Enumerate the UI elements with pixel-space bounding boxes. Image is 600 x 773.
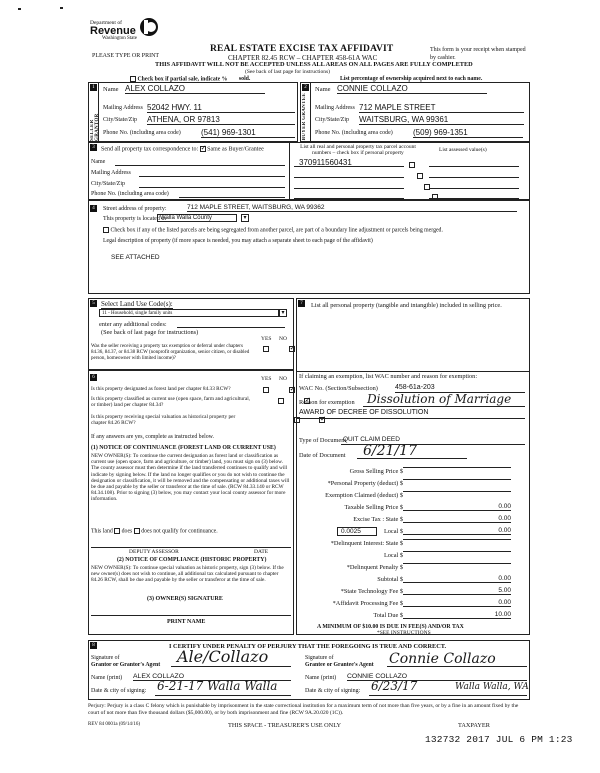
tax-label: Local $ bbox=[383, 528, 403, 535]
tax-label: *Delinquent Penalty $ bbox=[346, 564, 403, 571]
grantee-date-field[interactable]: 6/23/17 bbox=[371, 679, 418, 693]
tax-label: *State Technology Fee $ bbox=[340, 588, 403, 595]
tax-label: *Delinquent Interest: State $ bbox=[330, 540, 403, 547]
section-8-num: 8 bbox=[90, 642, 97, 649]
grantee-name-label: Name (print) bbox=[305, 675, 337, 681]
buyer-mailing-field[interactable]: 712 MAPLE STREET bbox=[359, 103, 524, 113]
s3-name-field[interactable] bbox=[115, 165, 285, 166]
buyer-city-label: City/State/Zip bbox=[315, 117, 349, 123]
section-4 bbox=[88, 200, 530, 294]
assessed-line bbox=[429, 177, 519, 178]
buyer-phone-field[interactable]: (509) 969-1351 bbox=[413, 128, 523, 138]
grantor-date-label: Date & city of signing: bbox=[91, 688, 147, 694]
s6-yes: YES bbox=[261, 376, 272, 382]
tax-label: *Affidavit Processing Fee $ bbox=[332, 600, 403, 607]
located-label: This property is located in bbox=[103, 216, 166, 222]
deputy-label: DEPUTY ASSESSOR bbox=[129, 549, 179, 555]
section-3-num: 3 bbox=[90, 144, 97, 151]
land-use-label: Select Land Use Code(s): bbox=[101, 300, 173, 308]
dor-logo-mark-icon bbox=[138, 16, 160, 38]
s5-yes-checkbox[interactable] bbox=[263, 346, 269, 352]
s3-divider bbox=[289, 143, 290, 200]
section-8 bbox=[88, 640, 530, 700]
sig-label-line: Grantor or Grantor's Agent bbox=[91, 661, 161, 668]
does-label: does bbox=[121, 528, 133, 535]
seller-name-label: Name bbox=[103, 86, 119, 93]
section-7 bbox=[296, 298, 530, 635]
s6-q1-yes[interactable] bbox=[263, 387, 269, 393]
grantee-sig-label bbox=[305, 655, 374, 668]
s3-phone-label: Phone No. (including area code) bbox=[91, 191, 169, 197]
does-checkbox[interactable] bbox=[114, 528, 120, 534]
s7-personal-property: List all personal property (tangible and intangible) included in selling price. bbox=[311, 302, 502, 309]
buyer-name-field[interactable]: CONNIE COLLAZO bbox=[337, 84, 487, 94]
segregated-row bbox=[103, 227, 443, 233]
perjury-note: Perjury: Perjury is a class C felony which is punishable by imprisonment in the state correctional institution for a maximum term of not more than five years, or by a fine in an amount fixed by the court of not more than five thousand dollars ($5,000.00), or by both imprisonment and fine (RCW 9A.20.020 (1C)). bbox=[88, 703, 519, 716]
scan-mark bbox=[18, 8, 21, 10]
buyer-mailing-label: Mailing Address bbox=[315, 105, 355, 111]
s6-q2: Is this property classified as current use (open space, farm and agricultural, or timber) land per chapter 84.34? bbox=[91, 396, 250, 408]
recording-stamp: 132732 2017 JUL 6 PM 1:23 bbox=[425, 734, 573, 745]
grantor-name-label: Name (print) bbox=[91, 675, 123, 681]
total-due-field[interactable]: 10.00 bbox=[403, 611, 511, 619]
grantee-date-label: Date & city of signing: bbox=[305, 688, 361, 694]
section-6-num: 6 bbox=[90, 374, 97, 381]
tax-row bbox=[297, 587, 529, 599]
tax-row bbox=[297, 551, 529, 563]
local-rate-field[interactable]: 0.0025 bbox=[337, 527, 377, 536]
parcel-line bbox=[294, 188, 404, 189]
additional-codes-label: enter any additional codes: bbox=[99, 321, 167, 328]
s6-no: NO bbox=[279, 376, 287, 382]
reason-line bbox=[363, 406, 525, 407]
same-as-buyer-label: Same as Buyer/Grantee bbox=[207, 146, 264, 153]
print-name-label: PRINT NAME bbox=[167, 619, 206, 625]
parcel-number[interactable]: 370911560431 bbox=[299, 158, 352, 167]
reason-label: Reason for exemption bbox=[299, 399, 355, 406]
tech-fee-field[interactable]: 5.00 bbox=[403, 587, 511, 595]
seller-mailing-label: Mailing Address bbox=[103, 105, 143, 111]
receipt-note: This form is your receipt when stamped by cashier. bbox=[430, 47, 526, 61]
dept-small: Department of bbox=[90, 20, 122, 26]
personal-property-field[interactable] bbox=[403, 479, 511, 480]
tax-row bbox=[297, 515, 529, 527]
tax-label: *Personal Property (deduct) $ bbox=[327, 480, 403, 487]
see-attached: SEE ATTACHED bbox=[111, 254, 160, 261]
seller-mailing-field[interactable]: 52042 HWY. 11 bbox=[147, 103, 295, 113]
tax-row bbox=[297, 539, 529, 551]
seller-side-label: SELLER GRANTOR bbox=[90, 113, 100, 141]
seller-phone-field[interactable]: (541) 969-1301 bbox=[201, 128, 295, 138]
taxable-price-field[interactable]: 0.00 bbox=[403, 503, 511, 511]
tax-label: Excise Tax : State $ bbox=[353, 516, 403, 523]
assessed-line bbox=[429, 188, 519, 189]
form-title: REAL ESTATE EXCISE TAX AFFIDAVIT bbox=[210, 44, 394, 54]
s5-see-back: (See back of last page for instructions) bbox=[101, 329, 199, 336]
notice2-title: (2) NOTICE OF COMPLIANCE (HISTORIC PROPERTY) bbox=[117, 557, 267, 563]
seller-box bbox=[88, 82, 298, 142]
excise-local-field[interactable]: 0.00 bbox=[403, 527, 511, 535]
s3-mailing-field[interactable] bbox=[139, 176, 285, 177]
print-name-line[interactable] bbox=[91, 615, 291, 616]
tax-row bbox=[297, 611, 529, 623]
personal-property-checkbox[interactable] bbox=[417, 173, 423, 179]
s5-yes: YES bbox=[261, 336, 272, 342]
does-not-label: does not qualify for continuance. bbox=[141, 528, 218, 535]
processing-fee-field[interactable]: 0.00 bbox=[403, 599, 511, 607]
section-5 bbox=[88, 298, 294, 370]
parcel-line bbox=[294, 177, 404, 178]
please-type: PLEASE TYPE OR PRINT bbox=[92, 53, 160, 59]
same-as-buyer-checkbox[interactable] bbox=[200, 146, 206, 152]
grantor-date-line bbox=[155, 695, 291, 696]
delinquent-state-field[interactable] bbox=[403, 539, 511, 540]
seller-city-label: City/State/Zip bbox=[103, 117, 137, 123]
personal-property-checkbox[interactable] bbox=[409, 162, 415, 168]
treasurer-space: THIS SPACE - TREASURER'S USE ONLY bbox=[228, 722, 341, 729]
s6-q1: Is this property designated as forest land per chapter 84.33 RCW? bbox=[91, 386, 231, 392]
grantor-sig-line bbox=[171, 666, 291, 667]
sig-label-line: Signature of bbox=[91, 655, 120, 661]
s3-city-label: City/State/Zip bbox=[91, 181, 125, 187]
street-field[interactable]: 712 MAPLE STREET, WAITSBURG, WA 99362 bbox=[187, 204, 517, 212]
s6-q3: Is this property receiving special valuation as historical property per chapter 84.26 RCW? bbox=[91, 414, 236, 426]
section-4-num: 4 bbox=[90, 205, 97, 212]
tax-row bbox=[297, 575, 529, 587]
buyer-city-field[interactable]: WAITSBURG, WA 99361 bbox=[359, 115, 524, 125]
taxpayer-label: TAXPAYER bbox=[458, 722, 490, 729]
grantor-sig-label bbox=[91, 655, 160, 668]
doc-type-label: Type of Document bbox=[299, 437, 347, 444]
doc-date-label: Date of Document bbox=[299, 452, 346, 459]
tax-label: Gross Selling Price $ bbox=[349, 468, 403, 475]
scan-mark bbox=[60, 7, 63, 9]
tax-row bbox=[297, 503, 529, 515]
tax-label: Taxable Selling Price $ bbox=[344, 504, 403, 511]
does-not-checkbox[interactable] bbox=[134, 528, 140, 534]
s3-name-label: Name bbox=[91, 159, 106, 165]
sig-label-line: Grantee or Grantee's Agent bbox=[305, 661, 374, 668]
s3-phone-field[interactable] bbox=[179, 197, 285, 198]
assessed-header: List assessed value(s) bbox=[439, 147, 487, 153]
reason-typed: AWARD OF DECREE OF DISSOLUTION bbox=[299, 409, 429, 416]
s6-q1-no[interactable] bbox=[289, 387, 295, 393]
buyer-name-label: Name bbox=[315, 86, 331, 93]
s7-divider bbox=[297, 371, 529, 372]
tax-row bbox=[297, 491, 529, 503]
section-7-num: 7 bbox=[298, 300, 305, 307]
tax-row bbox=[297, 563, 529, 575]
section-6 bbox=[88, 370, 294, 635]
dept-state: Washington State bbox=[102, 36, 138, 41]
doc-date-field[interactable]: 6/21/17 bbox=[363, 443, 417, 459]
grantee-name-field[interactable]: CONNIE COLLAZO bbox=[347, 673, 527, 681]
assessed-line bbox=[429, 198, 519, 199]
dor-logo bbox=[90, 20, 160, 48]
sold-label: sold. bbox=[238, 76, 251, 83]
tax-label: Exemption Claimed (deduct) $ bbox=[325, 492, 403, 499]
doc-type-field[interactable]: QUIT CLAIM DEED bbox=[343, 436, 400, 443]
county-select[interactable]: Walla Walla County bbox=[157, 214, 237, 222]
section-5-num: 5 bbox=[90, 300, 97, 307]
additional-codes-field[interactable] bbox=[177, 327, 285, 328]
see-back: (See back of last page for instructions) bbox=[245, 69, 330, 75]
owner-sig-label: (3) OWNER(S) SIGNATURE bbox=[147, 596, 223, 602]
land-use-select[interactable]: 11 - Household, single family units bbox=[99, 309, 279, 317]
chevron-down-icon[interactable]: ▾ bbox=[241, 214, 249, 222]
notice1-text: NEW OWNER(S): To continue the current designation as forest land or classification as current use (open space, farm and agriculture, or timber) land, you must sign on (3) below. The county assessor must then determine if the land transferred continues to qualify and will indicate by signing below. If the land no longer qualifies or you do not wish to continue the designation or classification, it will be removed and the compensating or additional taxes will be due and payable by the seller or transferor at the time of sale. (RCW 84.33.140 or RCW 84.34.108). Prior to signing (3) below, you may contact your local county assessor for more information. bbox=[91, 453, 290, 503]
parcel-header: List all real and personal property tax parcel account numbers – check box if personal property bbox=[300, 144, 416, 156]
buyer-side bbox=[301, 83, 311, 141]
s3-city-field[interactable] bbox=[139, 187, 285, 188]
tax-row bbox=[297, 479, 529, 491]
buyer-side-label: BUYER GRANTEE bbox=[302, 93, 307, 141]
assessed-line bbox=[429, 166, 519, 167]
grantee-city-field[interactable]: Walla Walla, WA bbox=[455, 682, 529, 692]
segregated-checkbox[interactable] bbox=[103, 227, 109, 233]
date-label: DATE bbox=[254, 549, 269, 555]
section-1-num: 1 bbox=[90, 84, 97, 91]
grantee-signature[interactable]: Connie Collazo bbox=[389, 651, 496, 667]
grantor-date-field[interactable]: 6-21-17 Walla Walla bbox=[157, 679, 278, 693]
minimum-note: A MINIMUM OF $10.00 IS DUE IN FEE(S) AND/OR TAX bbox=[317, 624, 464, 630]
assessor-line[interactable] bbox=[91, 547, 291, 548]
grantor-name-field[interactable]: ALEX COLLAZO bbox=[133, 673, 291, 681]
reason-line bbox=[297, 418, 525, 419]
notice2-text: NEW OWNER(S): To continue special valuation as historic property, sign (3) below. If the new owner(s) does not wish to continue, all additional tax calculated pursuant to chapter 84.26 RCW, shall be due and payable by the seller or transferor at the time of sale. bbox=[91, 565, 284, 584]
tax-label: Subtotal $ bbox=[377, 576, 403, 583]
form-warning: THIS AFFIDAVIT WILL NOT BE ACCEPTED UNLESS ALL AREAS ON ALL PAGES ARE FULLY COMPLETED bbox=[155, 61, 473, 68]
seller-side bbox=[89, 83, 99, 141]
sig-label-line: Signature of bbox=[305, 655, 334, 661]
form-subtitle: CHAPTER 82.45 RCW – CHAPTER 458-61A WAC bbox=[228, 54, 378, 62]
buyer-phone-label: Phone No. (including area code) bbox=[315, 130, 393, 136]
send-correspondence bbox=[101, 146, 264, 152]
s5-no-checkbox[interactable] bbox=[289, 346, 295, 352]
dept-large: Revenue bbox=[90, 25, 136, 37]
see-instructions: *SEE INSTRUCTIONS bbox=[377, 630, 431, 636]
s5-exempt-question: Was the seller receiving a property tax exemption or deferral under chapters 84.36, 84.37, or 84.38 RCW (nonprofit organization, senior citizen, or disabled person, homeowner with limited income)? bbox=[91, 344, 250, 361]
ownership-note: List percentage of ownership acquired next to each name. bbox=[340, 76, 483, 82]
doc-date-line bbox=[357, 458, 467, 459]
parcel-line bbox=[294, 166, 404, 167]
subtotal-field[interactable]: 0.00 bbox=[403, 575, 511, 583]
rev-number: REV 84 0001a (09/14/16) bbox=[88, 722, 140, 727]
seller-phone-label: Phone No. (including area code) bbox=[103, 130, 181, 136]
delinquent-local-field[interactable] bbox=[403, 551, 511, 552]
notice1-title: (1) NOTICE OF CONTINUANCE (FOREST LAND OR CURRENT USE) bbox=[91, 445, 276, 451]
tax-row bbox=[297, 599, 529, 611]
excise-state-field[interactable]: 0.00 bbox=[403, 515, 511, 523]
tax-table bbox=[297, 467, 529, 623]
seller-city-field[interactable]: ATHENA, OR 97813 bbox=[147, 115, 295, 125]
gross-price-field[interactable] bbox=[403, 467, 511, 468]
grantee-sig-line bbox=[387, 666, 527, 667]
wac-field[interactable]: 458-61a-203 bbox=[395, 384, 435, 391]
parcel-line bbox=[294, 198, 404, 199]
legal-label: Legal description of property (if more space is needed, you may attach a separate sheet to each page of the affidavit) bbox=[103, 238, 373, 244]
s5-no: NO bbox=[279, 336, 287, 342]
buyer-box bbox=[300, 82, 530, 142]
wac-label: WAC No. (Section/Subsection) bbox=[299, 385, 378, 392]
street-label: Street address of property: bbox=[103, 206, 167, 212]
section-2-num: 2 bbox=[302, 84, 309, 91]
partial-sale-label: Check box if partial sale, indicate % bbox=[137, 76, 228, 83]
s6-if-yes: If any answers are yes, complete as instructed below. bbox=[91, 434, 214, 440]
tax-label: Local $ bbox=[383, 552, 403, 559]
exemption-label: If claiming an exemption, list WAC number and reason for exemption: bbox=[299, 373, 478, 380]
delinquent-penalty-field[interactable] bbox=[403, 563, 511, 564]
continuance-row bbox=[91, 528, 218, 534]
this-land-label: This land bbox=[91, 528, 113, 535]
tax-row bbox=[297, 527, 529, 539]
s3-mailing-label: Mailing Address bbox=[91, 170, 131, 176]
section-3 bbox=[88, 142, 530, 200]
segregated-label: Check box if any of the listed parcels are being segregated from another parcel, are part of a boundary line adjustment or parcels being merged. bbox=[110, 227, 443, 234]
seller-name-field[interactable]: ALEX COLLAZO bbox=[125, 84, 265, 94]
s6-q2-yes[interactable] bbox=[278, 398, 284, 404]
chevron-down-icon[interactable]: ▾ bbox=[279, 309, 287, 317]
certify-text: I CERTIFY UNDER PENALTY OF PERJURY THAT THE FOREGOING IS TRUE AND CORRECT. bbox=[169, 643, 447, 650]
grantee-date-line bbox=[369, 695, 527, 696]
tax-row bbox=[297, 467, 529, 479]
grantor-signature[interactable]: Ale/Collazo bbox=[177, 647, 269, 666]
send-label: Send all property tax correspondence to: bbox=[101, 146, 199, 153]
tax-label: Total Due $ bbox=[373, 612, 403, 619]
reason-handwritten[interactable]: Dissolution of Marriage bbox=[367, 392, 512, 406]
exemption-claimed-field[interactable] bbox=[403, 491, 511, 492]
